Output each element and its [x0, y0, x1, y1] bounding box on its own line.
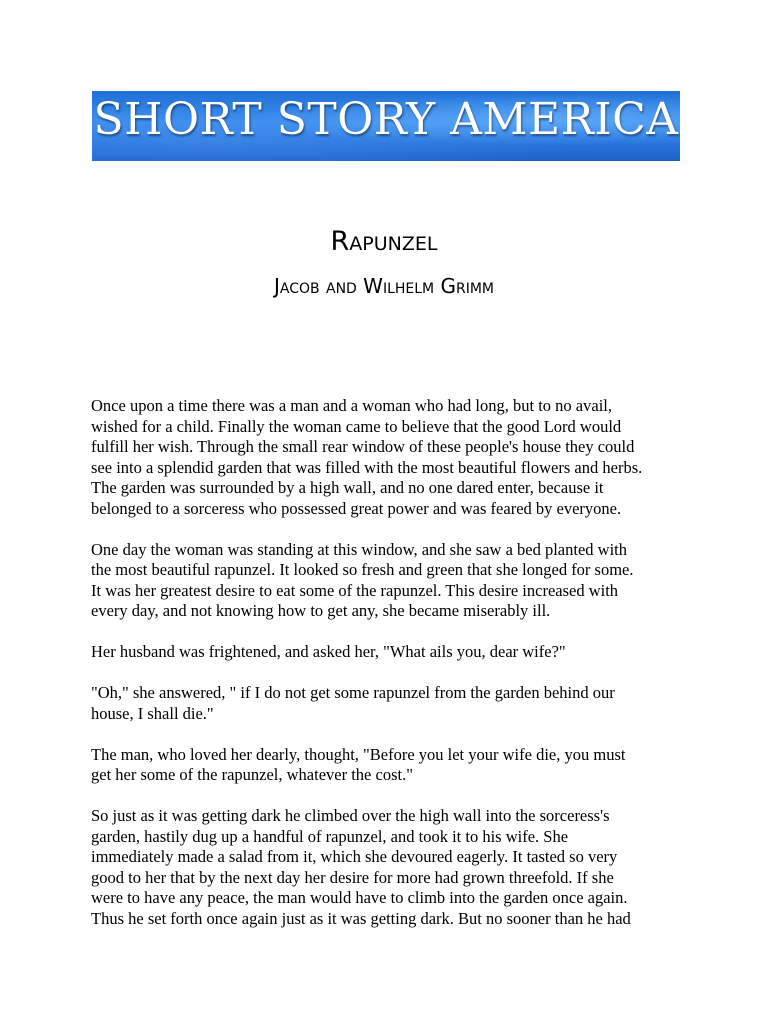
story-paragraph — [91, 396, 691, 519]
text-line: Her husband was frightened, and asked her, "What ails you, dear wife?" — [91, 642, 566, 661]
text-line: wished for a child. Finally the woman came to believe that the good Lord would — [91, 416, 622, 436]
text-line: belonged to a sorceress who possessed great power and was feared by everyone. — [91, 498, 622, 518]
site-banner-logo — [92, 91, 680, 161]
text-line: It was her greatest desire to eat some of the rapunzel. This desire increased with — [91, 580, 619, 600]
text-line: get her some of the rapunzel, whatever the cost." — [91, 765, 413, 784]
text-line: every day, and not knowing how to get any, she became miserably ill. — [91, 601, 551, 620]
text-line: One day the woman was standing at this window, and she saw a bed planted with — [91, 539, 627, 559]
text-line: fulfill her wish. Through the small rear window of these people's house they could — [91, 437, 635, 456]
text-line: garden, hastily dug up a handful of rapunzel, and took it to his wife. She — [91, 826, 569, 846]
text-line: good to her that by the next day her desire for more had grown threefold. If she — [91, 867, 614, 887]
text-line: Once upon a time there was a man and a woman who had long, but to no avail, — [91, 396, 612, 415]
text-line: "Oh," she answered, " if I do not get some rapunzel from the garden behind our — [91, 683, 615, 702]
story-paragraph — [91, 683, 691, 724]
story-paragraph — [91, 745, 691, 786]
story-body — [91, 396, 691, 950]
text-line: see into a splendid garden that was filled with the most beautiful flowers and herbs. — [91, 457, 643, 477]
story-author: Jacob and Wilhelm Grimm — [274, 274, 494, 298]
text-line: house, I shall die." — [91, 703, 214, 723]
banner-text: SHORT STORY AMERICA — [93, 94, 679, 145]
story-title: Rapunzel — [330, 226, 438, 257]
text-line: The man, who loved her dearly, thought, "Before you let your wife die, you must — [91, 744, 626, 764]
story-paragraph — [91, 540, 691, 622]
story-paragraph — [91, 806, 691, 929]
text-line: The garden was surrounded by a high wall, and no one dared enter, because it — [91, 478, 604, 497]
text-line: the most beautiful rapunzel. It looked so fresh and green that she longed for some. — [91, 560, 634, 579]
text-line: were to have any peace, the man would have to climb into the garden once again. — [91, 888, 628, 907]
text-line: immediately made a salad from it, which she devoured eagerly. It tasted so very — [91, 847, 618, 866]
story-paragraph — [91, 642, 691, 663]
text-line: So just as it was getting dark he climbed over the high wall into the sorceress's — [91, 806, 610, 825]
text-line: Thus he set forth once again just as it was getting dark. But no sooner than he had — [91, 908, 631, 928]
